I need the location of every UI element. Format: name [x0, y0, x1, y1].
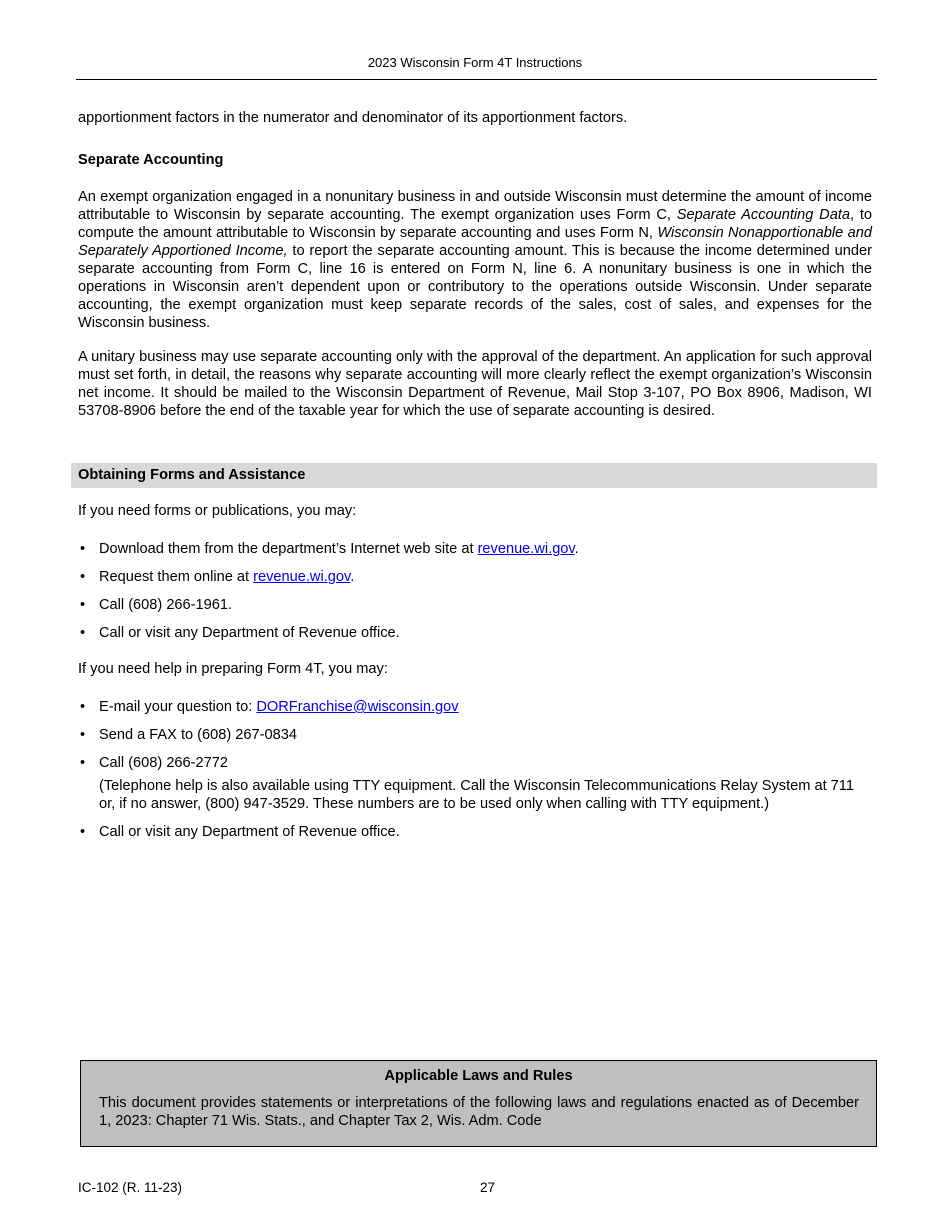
text-run: , to compute the amount attributable to Wisconsin by separate accounting and uses Form N, [78, 207, 872, 241]
item-text: Request them online at [99, 569, 254, 585]
header-rule [76, 79, 877, 80]
form-c-title: Separate Accounting Data [676, 207, 850, 223]
form-n-title: Wisconsin Nonapportionable and Separately Apportioned Income, [78, 225, 873, 259]
help-intro: If you need help in preparing Form 4T, you may: [78, 661, 388, 677]
item-text: Call (608) 266-2772 [99, 755, 228, 771]
item-text: . [574, 541, 579, 557]
running-header: 2023 Wisconsin Form 4T Instructions [367, 55, 583, 70]
bullet-icon: • [80, 625, 86, 641]
continued-text: apportionment factors in the numerator and denominator of its apportionment factors. [78, 110, 628, 126]
tty-note: (Telephone help is also available using TTY equipment. Call the Wisconsin Telecommunications Relay System at 711 or, if no answer, (800) 947-3529. These numbers are to be used only when calling with TTY equipment.) [99, 778, 854, 812]
text-run: to report the separate accounting amount. This is because the income determined under separate accounting from Form C, line 16 is entered on Form N, line 6. A nonunitary business is one in which the operations in Wisconsin aren’t dependent upon or contributory to the operations outside Wisconsin. Under separate accounting, the exempt organization must keep separate records of the sales, cost of sales, and expenses for the Wisconsin business. [78, 243, 872, 331]
bullet-icon: • [80, 597, 86, 613]
item-text: E-mail your question to: [99, 699, 257, 715]
section-band-forms-assistance [71, 463, 877, 488]
applicable-laws-box [80, 1060, 877, 1147]
bullet-icon: • [80, 699, 86, 715]
footer-form-id: IC-102 (R. 11-23) [78, 1180, 183, 1195]
paragraph-separate-accounting-2: A unitary business may use separate accounting only with the approval of the department. An application for such approval must set forth, in detail, the reasons why separate accounting will more clearly reflect the exempt organization’s Wisconsin net income. It should be mailed to the Wisconsin Department of Revenue, Mail Stop 3-107, PO Box 8906, Madison, WI 53708-8906 before the end of the taxable year for which the use of separate accounting is desired. [78, 349, 872, 419]
laws-box-title: Applicable Laws and Rules [384, 1068, 573, 1084]
section-heading-separate-accounting: Separate Accounting [78, 152, 224, 168]
text-run: An exempt organization engaged in a nonunitary business in and outside Wisconsin must determine the amount of income attributable to Wisconsin by separate accounting. The exempt organization uses Form C, [78, 189, 872, 223]
item-text: Call or visit any Department of Revenue office. [99, 824, 400, 840]
forms-intro: If you need forms or publications, you may: [78, 503, 357, 519]
section-heading-forms-assistance: Obtaining Forms and Assistance [78, 467, 306, 483]
item-text: Send a FAX to (608) 267-0834 [99, 727, 297, 743]
bullet-icon: • [80, 824, 86, 840]
item-text: Call (608) 266-1961. [99, 597, 233, 613]
laws-box-body: This document provides statements or interpretations of the following laws and regulations enacted as of December 1, 2023: Chapter 71 Wis. Stats., and Chapter Tax 2, Wis. Adm. Code [99, 1095, 859, 1129]
revenue-website-link[interactable]: revenue.wi.gov [477, 541, 575, 557]
bullet-icon: • [80, 541, 86, 557]
revenue-website-link[interactable]: revenue.wi.gov [253, 569, 351, 585]
email-link[interactable]: DORFranchise@wisconsin.gov [256, 699, 459, 715]
item-text: Call or visit any Department of Revenue office. [99, 625, 400, 641]
bullet-icon: • [80, 569, 86, 585]
bullet-icon: • [80, 755, 86, 771]
item-text: . [350, 569, 355, 585]
paragraph-separate-accounting-1 [78, 188, 872, 332]
item-text: Download them from the department’s Internet web site at [99, 541, 478, 557]
footer-page-number: 27 [480, 1180, 496, 1195]
bullet-icon: • [80, 727, 86, 743]
